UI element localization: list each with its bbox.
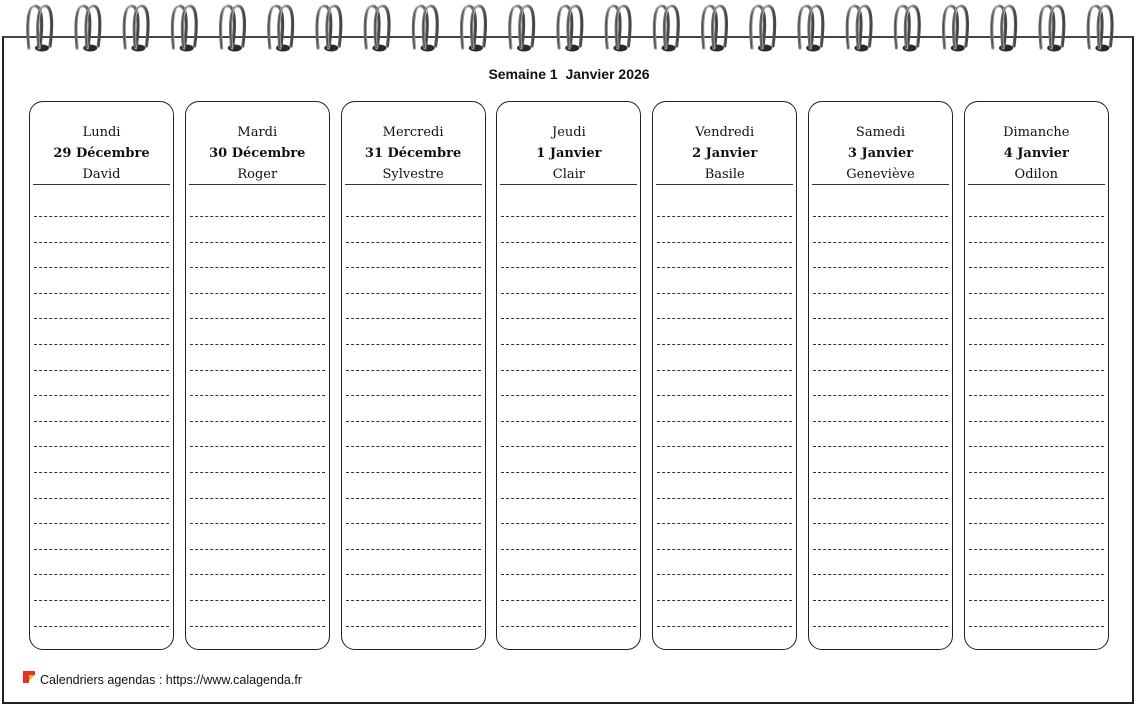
writing-line[interactable] (190, 600, 325, 601)
writing-line[interactable] (813, 344, 948, 345)
writing-line[interactable] (657, 574, 792, 575)
writing-line[interactable] (346, 523, 481, 524)
writing-line[interactable] (813, 216, 948, 217)
writing-line[interactable] (34, 523, 169, 524)
writing-line[interactable] (501, 626, 636, 627)
writing-line[interactable] (190, 574, 325, 575)
writing-line[interactable] (657, 600, 792, 601)
binding-ring (510, 6, 534, 52)
day-header (653, 122, 796, 185)
writing-line[interactable] (813, 472, 948, 473)
footer-link[interactable]: Calendriers agendas : https://www.calagenda.fr (40, 673, 302, 687)
footer (22, 670, 302, 690)
day-name: Jeudi (552, 125, 586, 140)
writing-line[interactable] (346, 446, 481, 447)
day-name: Mardi (237, 125, 278, 140)
writing-line[interactable] (501, 267, 636, 268)
writing-line[interactable] (501, 242, 636, 243)
day-column (652, 101, 797, 650)
writing-line[interactable] (190, 498, 325, 499)
binding-ring (1040, 6, 1064, 52)
writing-line[interactable] (501, 216, 636, 217)
writing-line[interactable] (190, 267, 325, 268)
writing-line[interactable] (813, 549, 948, 550)
day-column (29, 101, 174, 650)
day-saint: Clair (552, 167, 585, 182)
writing-line[interactable] (190, 242, 325, 243)
header-divider (345, 184, 482, 185)
binding-ring (558, 6, 582, 52)
binding-ring (992, 6, 1016, 52)
writing-line[interactable] (501, 370, 636, 371)
writing-line[interactable] (501, 293, 636, 294)
writing-line[interactable] (657, 421, 792, 422)
day-date: 29 Décembre (53, 146, 150, 161)
writing-line[interactable] (190, 421, 325, 422)
writing-line[interactable] (969, 318, 1104, 319)
writing-line[interactable] (969, 574, 1104, 575)
writing-line[interactable] (346, 216, 481, 217)
day-date: 4 Janvier (1003, 146, 1069, 161)
writing-line[interactable] (969, 370, 1104, 371)
day-date: 31 Décembre (364, 146, 462, 161)
writing-line[interactable] (501, 344, 636, 345)
binding-ring (1088, 6, 1112, 52)
binding-ring (28, 6, 52, 52)
writing-line[interactable] (34, 574, 169, 575)
writing-line[interactable] (346, 574, 481, 575)
writing-line[interactable] (969, 523, 1104, 524)
day-column (496, 101, 641, 650)
writing-line[interactable] (346, 318, 481, 319)
binding-ring (124, 6, 148, 52)
day-saint: Odilon (1014, 167, 1059, 182)
binding-ring (847, 6, 871, 52)
writing-line[interactable] (346, 549, 481, 550)
binding-ring (317, 6, 341, 52)
header-divider (33, 184, 170, 185)
writing-line[interactable] (501, 549, 636, 550)
binding-ring (221, 6, 245, 52)
writing-line[interactable] (190, 318, 325, 319)
writing-line[interactable] (190, 472, 325, 473)
day-date: 3 Janvier (847, 146, 914, 161)
writing-line[interactable] (346, 242, 481, 243)
writing-line[interactable] (34, 267, 169, 268)
writing-line[interactable] (657, 242, 792, 243)
writing-line[interactable] (657, 395, 792, 396)
header-divider (968, 184, 1105, 185)
writing-line[interactable] (969, 472, 1104, 473)
writing-line[interactable] (657, 344, 792, 345)
writing-line[interactable] (969, 626, 1104, 627)
writing-line[interactable] (657, 370, 792, 371)
writing-line[interactable] (501, 472, 636, 473)
writing-line[interactable] (813, 446, 948, 447)
writing-line[interactable] (969, 421, 1104, 422)
day-header (809, 122, 952, 185)
calagenda-logo-icon (22, 670, 36, 684)
header-divider (812, 184, 949, 185)
writing-line[interactable] (969, 498, 1104, 499)
writing-line[interactable] (34, 216, 169, 217)
binding-ring (703, 6, 727, 52)
writing-line[interactable] (34, 600, 169, 601)
writing-line[interactable] (34, 293, 169, 294)
writing-line[interactable] (969, 600, 1104, 601)
writing-line[interactable] (657, 267, 792, 268)
writing-line[interactable] (34, 446, 169, 447)
header-divider (656, 184, 793, 185)
writing-line[interactable] (346, 472, 481, 473)
writing-line[interactable] (501, 421, 636, 422)
writing-line[interactable] (657, 318, 792, 319)
day-date: 1 Janvier (536, 146, 602, 161)
writing-line[interactable] (190, 293, 325, 294)
spiral-binding (0, 0, 1138, 60)
writing-line[interactable] (346, 626, 481, 627)
day-column (808, 101, 953, 650)
day-column (341, 101, 486, 650)
writing-line[interactable] (190, 216, 325, 217)
writing-line[interactable] (501, 600, 636, 601)
writing-line[interactable] (813, 395, 948, 396)
writing-line[interactable] (34, 370, 169, 371)
writing-line[interactable] (190, 446, 325, 447)
binding-ring (944, 6, 968, 52)
writing-line[interactable] (813, 421, 948, 422)
day-header (186, 122, 329, 185)
writing-line[interactable] (34, 318, 169, 319)
writing-line[interactable] (346, 344, 481, 345)
writing-line[interactable] (813, 242, 948, 243)
header-divider (500, 184, 637, 185)
writing-line[interactable] (346, 370, 481, 371)
writing-line[interactable] (501, 574, 636, 575)
day-saint: Geneviève (846, 167, 915, 182)
writing-line[interactable] (813, 267, 948, 268)
day-date: 2 Janvier (692, 146, 758, 161)
day-name: Samedi (855, 125, 906, 140)
writing-line[interactable] (969, 293, 1104, 294)
writing-line[interactable] (657, 472, 792, 473)
writing-line[interactable] (190, 344, 325, 345)
writing-line[interactable] (501, 446, 636, 447)
day-column (185, 101, 330, 650)
day-saint: Basile (704, 167, 745, 182)
writing-line[interactable] (346, 267, 481, 268)
writing-line[interactable] (657, 293, 792, 294)
binding-ring (365, 6, 389, 52)
writing-line[interactable] (190, 370, 325, 371)
day-header (30, 122, 173, 185)
day-header (342, 122, 485, 185)
writing-line[interactable] (969, 395, 1104, 396)
writing-line[interactable] (501, 318, 636, 319)
binding-ring (413, 6, 437, 52)
writing-line[interactable] (346, 421, 481, 422)
writing-line[interactable] (813, 523, 948, 524)
writing-line[interactable] (969, 549, 1104, 550)
writing-line[interactable] (34, 344, 169, 345)
week-title: Semaine 1 Janvier 2026 (488, 66, 650, 82)
writing-line[interactable] (813, 600, 948, 601)
day-name: Vendredi (695, 125, 755, 140)
writing-line[interactable] (813, 370, 948, 371)
writing-line[interactable] (190, 626, 325, 627)
binding-ring (799, 6, 823, 52)
day-column (964, 101, 1109, 650)
day-name: Lundi (82, 125, 121, 140)
writing-line[interactable] (346, 600, 481, 601)
writing-line[interactable] (34, 549, 169, 550)
writing-line[interactable] (190, 395, 325, 396)
writing-line[interactable] (346, 498, 481, 499)
binding-ring (269, 6, 293, 52)
writing-line[interactable] (969, 242, 1104, 243)
binding-ring (172, 6, 196, 52)
day-name: Mercredi (382, 125, 444, 140)
writing-line[interactable] (813, 318, 948, 319)
writing-line[interactable] (813, 498, 948, 499)
header-divider (189, 184, 326, 185)
writing-line[interactable] (969, 267, 1104, 268)
writing-line[interactable] (657, 626, 792, 627)
writing-line[interactable] (501, 395, 636, 396)
day-header (497, 122, 640, 185)
writing-line[interactable] (657, 498, 792, 499)
writing-line[interactable] (969, 344, 1104, 345)
writing-line[interactable] (657, 549, 792, 550)
binding-ring (895, 6, 919, 52)
writing-line[interactable] (501, 498, 636, 499)
writing-line[interactable] (346, 395, 481, 396)
writing-line[interactable] (34, 395, 169, 396)
writing-line[interactable] (190, 523, 325, 524)
binding-ring (606, 6, 630, 52)
writing-line[interactable] (190, 549, 325, 550)
writing-line[interactable] (34, 498, 169, 499)
writing-line[interactable] (501, 523, 636, 524)
writing-line[interactable] (813, 574, 948, 575)
writing-line[interactable] (34, 421, 169, 422)
binding-ring (462, 6, 486, 52)
day-date: 30 Décembre (209, 146, 306, 161)
writing-line[interactable] (657, 523, 792, 524)
writing-line[interactable] (969, 216, 1104, 217)
day-name: Dimanche (1003, 125, 1070, 140)
day-saint: Roger (237, 167, 278, 182)
writing-line[interactable] (657, 446, 792, 447)
writing-line[interactable] (346, 293, 481, 294)
writing-line[interactable] (34, 472, 169, 473)
writing-line[interactable] (969, 446, 1104, 447)
writing-line[interactable] (813, 293, 948, 294)
day-saint: David (82, 167, 121, 182)
binding-ring (751, 6, 775, 52)
binding-ring (76, 6, 100, 52)
binding-ring (654, 6, 678, 52)
writing-line[interactable] (657, 216, 792, 217)
day-saint: Sylvestre (382, 167, 444, 182)
writing-line[interactable] (813, 626, 948, 627)
writing-line[interactable] (34, 626, 169, 627)
day-header (965, 122, 1108, 185)
week-columns (29, 101, 1109, 651)
writing-line[interactable] (34, 242, 169, 243)
